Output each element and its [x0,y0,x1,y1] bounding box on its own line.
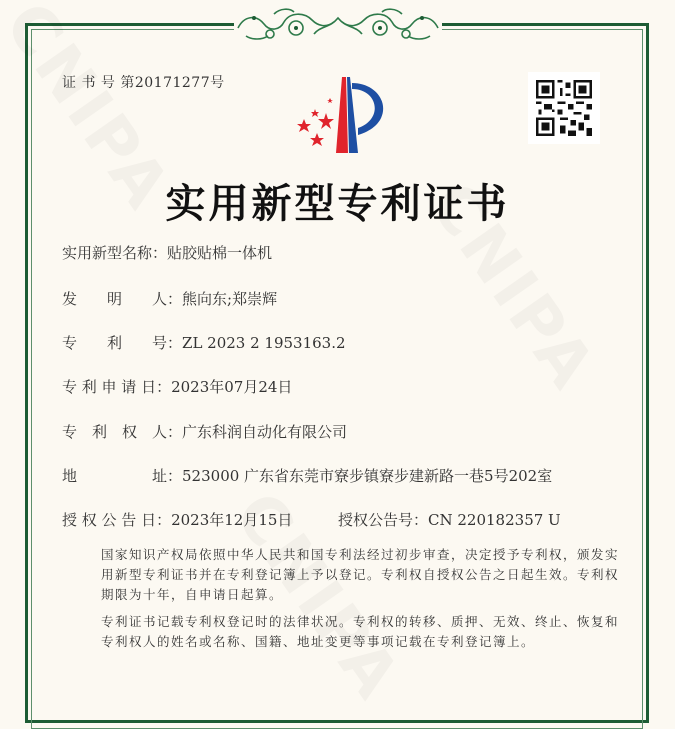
field-label: 专 利 申 请 日 [62,378,157,396]
field-value: ：523000 广东省东莞市寮步镇寮步建新路一巷5号202室 [167,467,553,485]
field-value: ：2023年07月24日 [156,378,293,396]
field-utility-model-name [62,242,272,263]
paragraph-text: 专利证书记载专利权登记时的法律状况。专利权的转移、质押、无效、终止、恢复和专利权人的姓名或名称、国籍、地址变更等事项记载在专利登记簿上。 [101,614,620,649]
field-patent-number [62,332,346,353]
field-address [62,465,552,486]
field-value: ：CN 220182357 U [413,511,561,529]
field-label: 实用新型名称 [62,244,153,262]
legal-notice-paragraph [75,545,625,605]
field-announcement-number [338,509,561,530]
field-label: 专 利 号 [62,334,168,352]
floral-ornament-icon [234,4,442,44]
field-patentee [62,421,347,442]
field-label: 专 利 权 人 [62,423,168,441]
field-application-date [62,376,292,397]
field-label: 地 址 [62,467,168,485]
field-value: ：ZL 2023 2 1953163.2 [167,334,346,352]
certificate-title: 实用新型专利证书 [165,180,510,227]
field-inventor [62,288,277,309]
field-value: ：2023年12月15日 [156,511,293,529]
legal-status-paragraph [75,612,625,652]
paragraph-text: 国家知识产权局依照中华人民共和国专利法经过初步审查，决定授予专利权，颁发实用新型专利证书并在专利登记簿上予以登记。专利权自授权公告之日起生效。专利权期限为十年，自申请日起算。 [101,547,620,602]
certificate-number: 证 书 号 第20171277号 [62,75,225,91]
field-value: ：贴胶贴棉一体机 [152,244,273,262]
field-value: ：广东科润自动化有限公司 [167,423,348,441]
field-value: ：熊向东;郑崇辉 [167,290,278,308]
field-grant-date [62,509,292,530]
field-label: 发 明 人 [62,290,168,308]
cnipa-logo-icon [286,73,396,158]
qr-code-icon [528,72,600,144]
field-label: 授 权 公 告 日 [62,511,157,529]
field-label: 授权公告号 [338,511,414,529]
